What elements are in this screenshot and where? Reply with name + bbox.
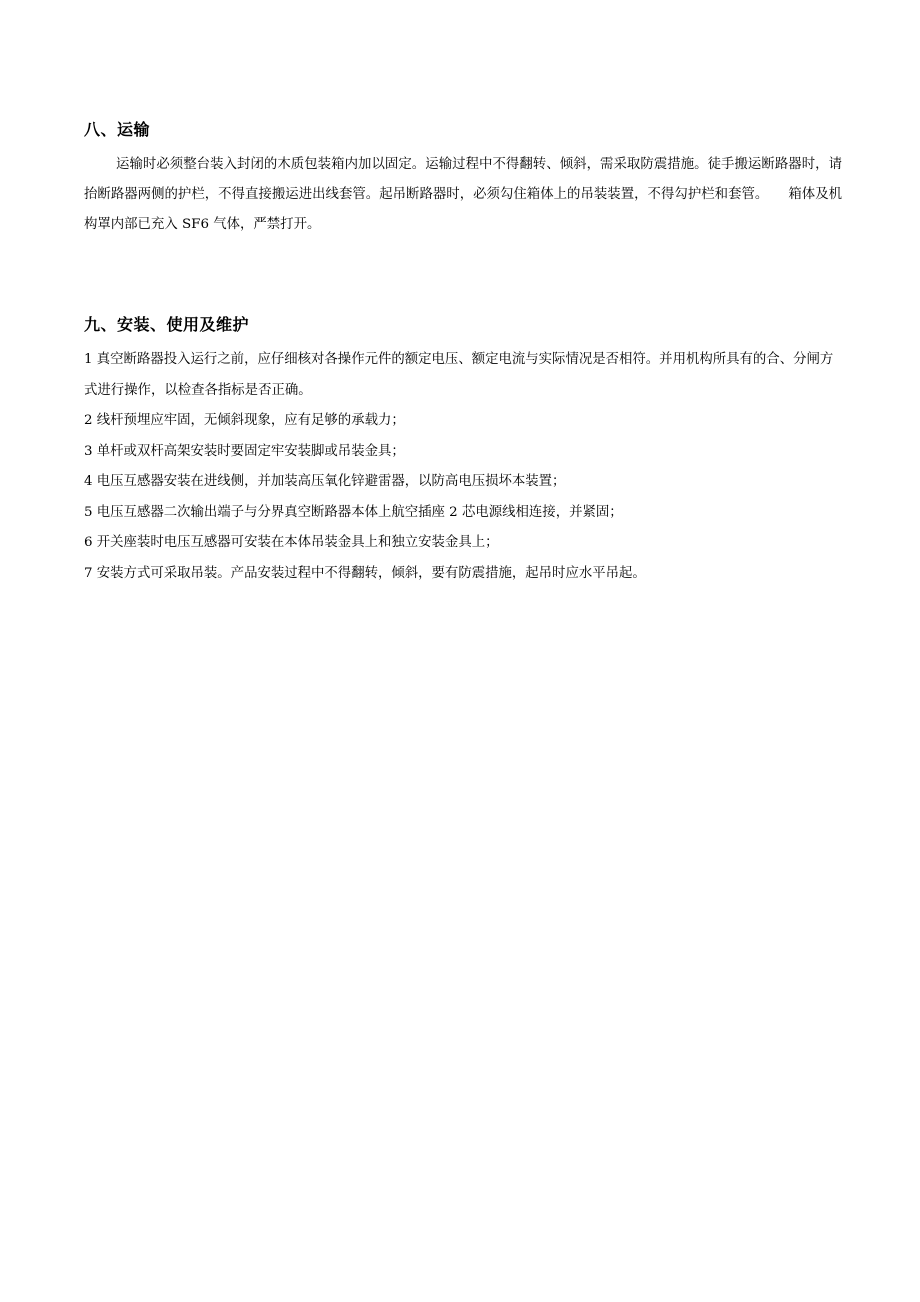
transport-paragraph-text-2: 箱体及机构罩内部已充入 SF6 气体，严禁打开。 [84, 187, 843, 232]
list-item: 7 安装方式可采取吊装。产品安装过程中不得翻转，倾斜，要有防震措施，起吊时应水平吊起。 [84, 565, 646, 581]
section-transport [84, 118, 842, 240]
list-item: 2 线杆预埋应牢固，无倾斜现象，应有足够的承载力； [84, 413, 405, 428]
section-title-transport: 八、运输 [84, 120, 151, 139]
transport-paragraph [84, 150, 842, 240]
section-installation [84, 313, 842, 589]
section-title-installation: 九、安装、使用及维护 [84, 315, 250, 334]
transport-paragraph-text-1: 运输时必须整台装入封闭的木质包装箱内加以固定。运输过程中不得翻转、倾斜，需采取防震措施。徒手搬运断路器时，请抬断路器两侧的护栏，不得直接搬运进出线套管。起吊断路器时，必须勾住箱体上的吊装装置，不得勾护栏和套管。 [84, 157, 842, 202]
list-item: 3 单杆或双杆高架安装时要固定牢安装脚或吊装金具； [84, 443, 405, 459]
list-item: 6 开关座装时电压互感器可安装在本体吊装金具上和独立安装金具上； [84, 535, 499, 550]
list-item: 4 电压互感器安装在进线侧，并加装高压氧化锌避雷器，以防高电压损坏本装置； [84, 474, 566, 489]
list-item: 5 电压互感器二次输出端子与分界真空断路器本体上航空插座 2 芯电源线相连接，并紧固； [84, 504, 623, 520]
list-item: 1 真空断路器投入运行之前，应仔细核对各操作元件的额定电压、额定电流与实际情况是否相符。并用机构所具有的合、分闸方式进行操作，以检查各指标是否正确。 [84, 352, 834, 398]
installation-list [84, 345, 842, 589]
